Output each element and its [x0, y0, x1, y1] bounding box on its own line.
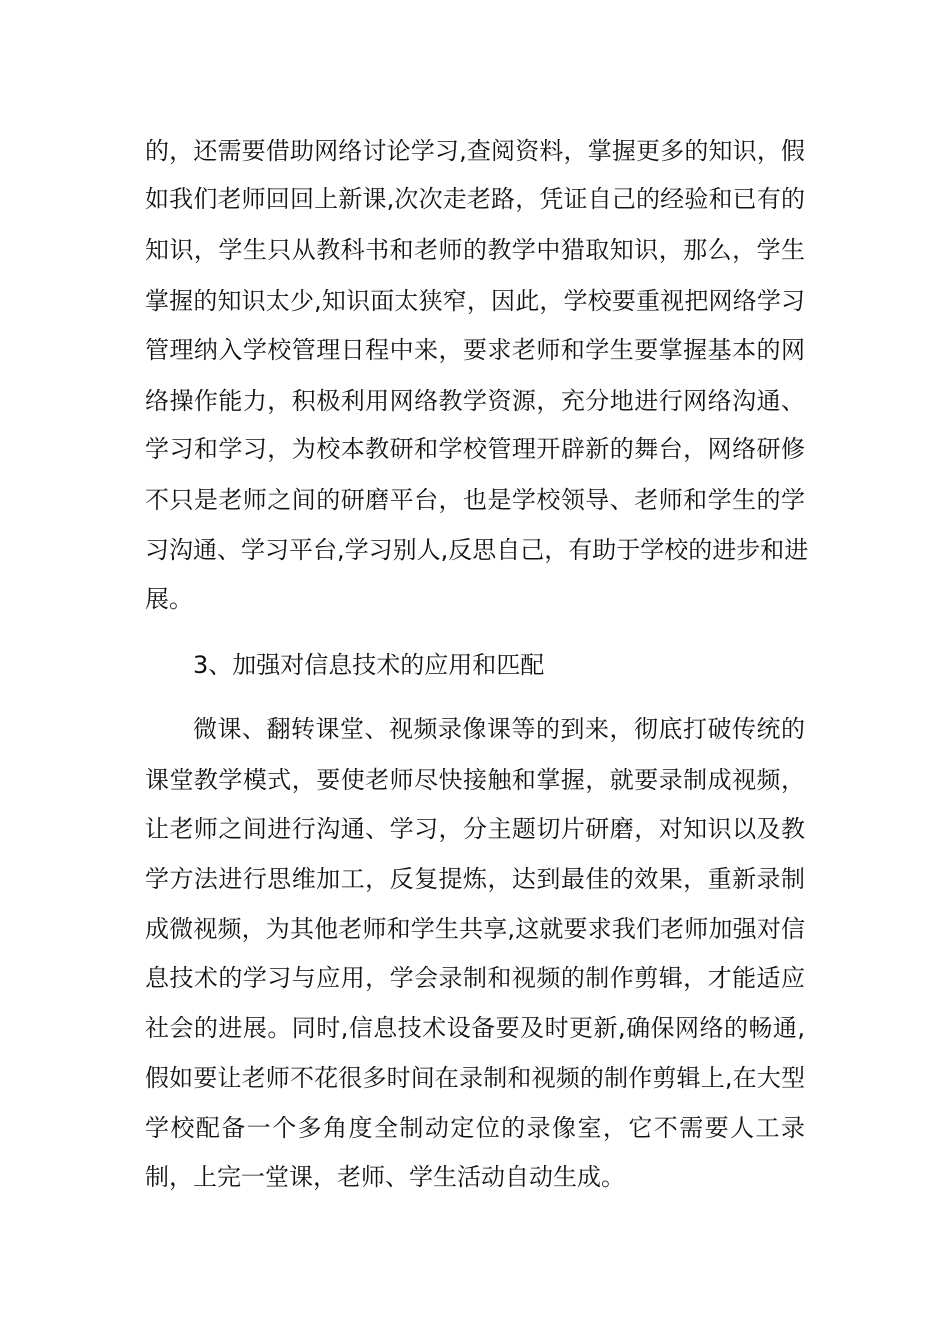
paragraph-1-line-8: 不只是老师之间的研磨平台，也是学校领导、老师和学生的学	[145, 486, 805, 514]
paragraph-2-line-7: 社会的进展。同时,信息技术设备要及时更新,确保网络的畅通,	[145, 1014, 805, 1042]
paragraph-2-line-1: 微课、翻转课堂、视频录像课等的到来，彻底打破传统的	[193, 715, 805, 743]
paragraph-1-line-7: 学习和学习，为校本教研和学校管理开辟新的舞台，网络研修	[145, 435, 805, 463]
paragraph-2-line-3: 让老师之间进行沟通、学习，分主题切片研磨，对知识以及教	[145, 815, 805, 843]
paragraph-1-line-2: 如我们老师回回上新课,次次走老路，凭证自己的经验和已有的	[145, 185, 805, 213]
paragraph-1-line-5: 管理纳入学校管理日程中来，要求老师和学生要掌握基本的网	[145, 336, 805, 364]
section-heading-3: 3、加强对信息技术的应用和匹配	[193, 651, 545, 679]
paragraph-2-line-6: 息技术的学习与应用，学会录制和视频的制作剪辑，才能适应	[145, 964, 805, 992]
paragraph-1-line-6: 络操作能力，积极利用网络教学资源，充分地进行网络沟通、	[145, 387, 805, 415]
paragraph-1-line-1: 的，还需要借助网络讨论学习,查阅资料，掌握更多的知识，假	[145, 137, 805, 165]
paragraph-2-line-2: 课堂教学模式，要使老师尽快接触和掌握，就要录制成视频，	[145, 766, 805, 794]
paragraph-1-line-3: 知识，学生只从教科书和老师的教学中猎取知识，那么，学生	[145, 236, 805, 264]
paragraph-1-line-9: 习沟通、学习平台,学习别人,反思自己，有助于学校的进步和进	[145, 536, 809, 564]
paragraph-2-line-4: 学方法进行思维加工，反复提炼，达到最佳的效果，重新录制	[145, 865, 805, 893]
paragraph-1-line-4: 掌握的知识太少,知识面太狭窄，因此，学校要重视把网络学习	[145, 287, 805, 315]
paragraph-2-line-10: 制，上完一堂课，老师、学生活动自动生成。	[145, 1163, 625, 1191]
paragraph-2-line-5: 成微视频，为其他老师和学生共享,这就要求我们老师加强对信	[145, 915, 805, 943]
paragraph-2-line-9: 学校配备一个多角度全制动定位的录像室，它不需要人工录	[145, 1114, 805, 1142]
paragraph-2-line-8: 假如要让老师不花很多时间在录制和视频的制作剪辑上,在大型	[145, 1064, 805, 1092]
paragraph-1-line-10: 展。	[145, 585, 193, 613]
